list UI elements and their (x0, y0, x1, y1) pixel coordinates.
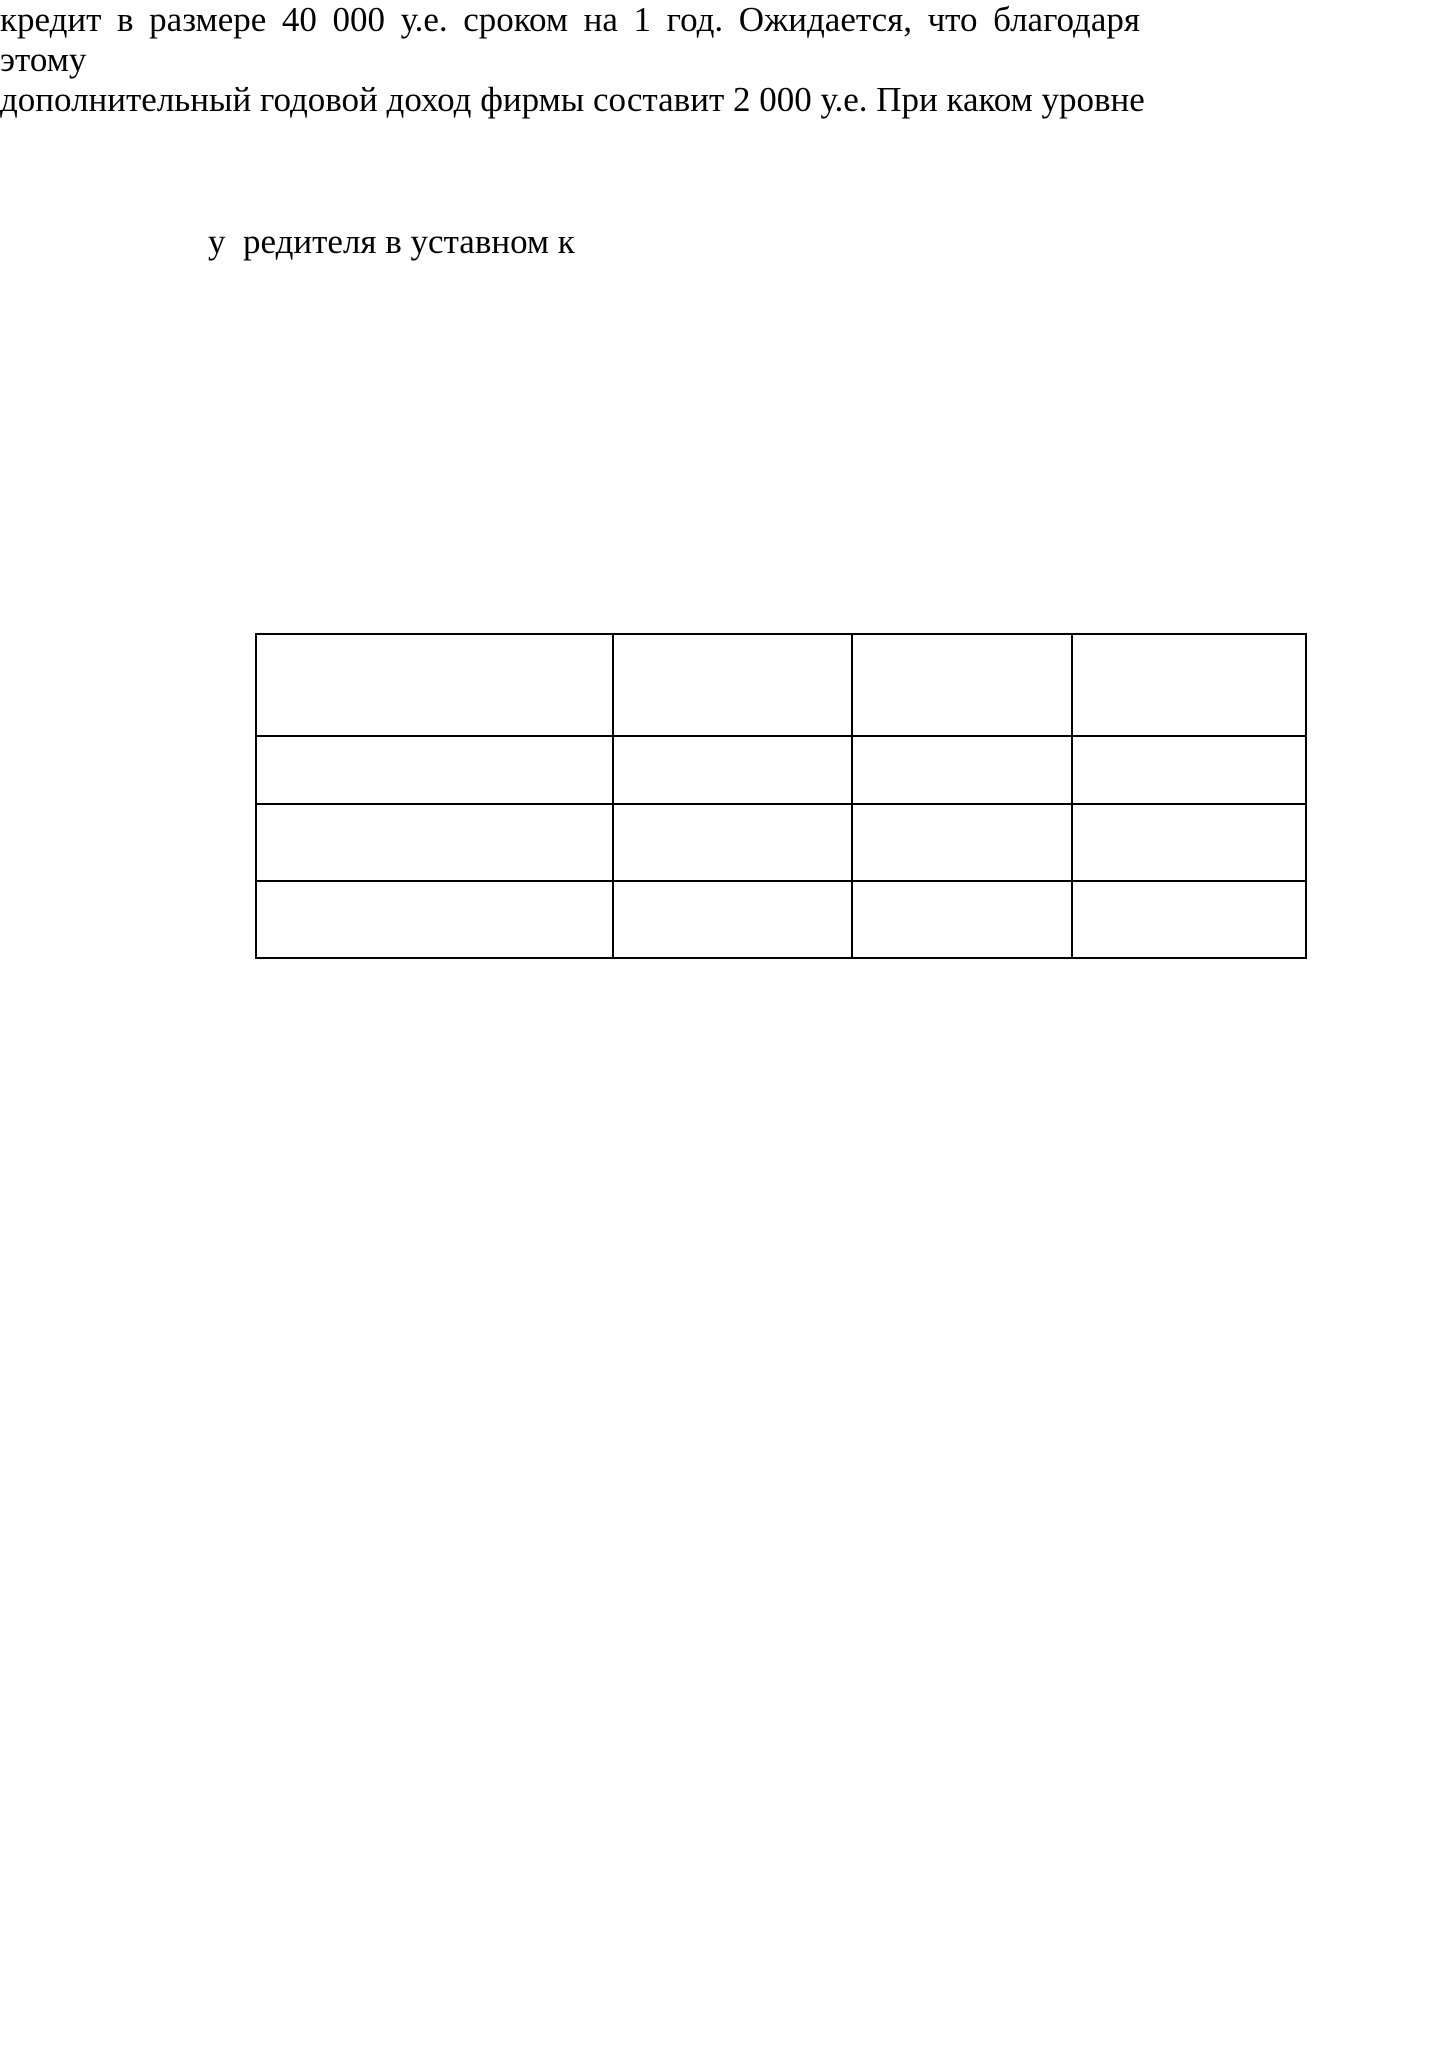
table-cell (613, 634, 852, 736)
paragraph-line: кредит в размере 40 000 у.е. сроком на 1 год. Ожидается, что благодаря этому (0, 0, 1140, 79)
table-row (256, 804, 1306, 881)
table-cell (256, 881, 613, 958)
table-cell (256, 804, 613, 881)
table-cell (852, 634, 1072, 736)
table-cell (1072, 881, 1306, 958)
table-row (256, 881, 1306, 958)
table-row (256, 634, 1306, 736)
table-cell (852, 804, 1072, 881)
table-cell (1072, 736, 1306, 804)
table-cell (613, 804, 852, 881)
table-cell (1072, 634, 1306, 736)
table-cell (1072, 804, 1306, 881)
table-cell (256, 634, 613, 736)
fragment-text-top: у редителя в уставном к (208, 222, 575, 261)
paragraph (0, 0, 1145, 120)
table-cell (613, 736, 852, 804)
table-row (256, 736, 1306, 804)
table-cell (852, 736, 1072, 804)
empty-table (255, 633, 1307, 959)
table-cell (852, 881, 1072, 958)
table-cell (613, 881, 852, 958)
table-cell (256, 736, 613, 804)
paragraph-line: дополнительный годовой доход фирмы составит 2 000 у.е. При каком уровне (0, 80, 1145, 119)
